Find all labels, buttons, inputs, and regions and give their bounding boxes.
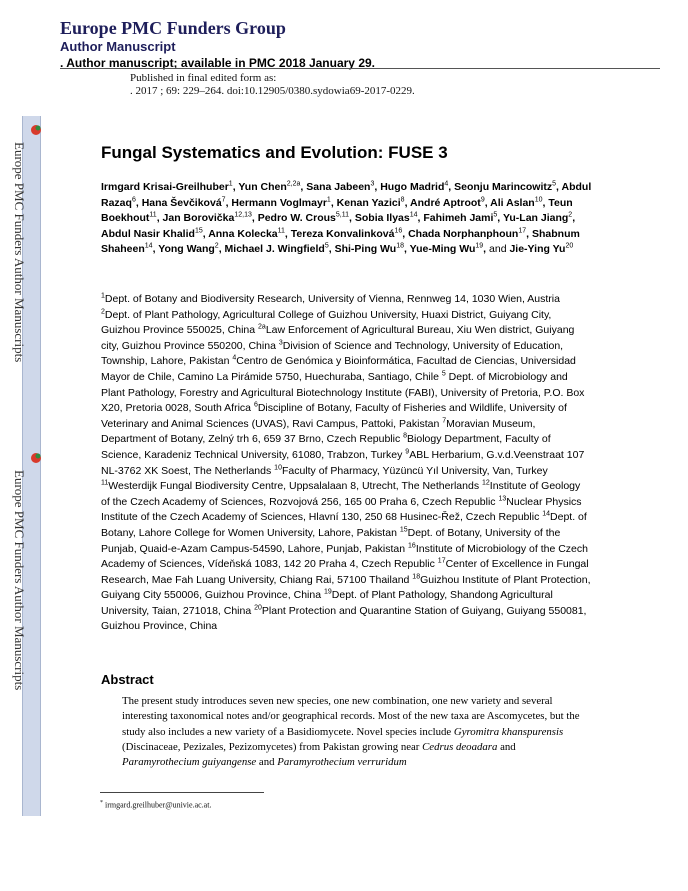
author-affiliation-sup: 8 [400, 196, 405, 204]
author-affiliation-sup: 18 [396, 242, 404, 250]
affiliation-text: Dept. of Microbiology and Plant Pathology, Forestry and Agricultural Biotechnology Institute (FABI), University of Pretoria, P.O. Box X20, Pretoria 0028, South Africa [101, 370, 585, 415]
author-affiliation-sup: 14 [409, 211, 418, 219]
affiliation-sup: 10 [274, 464, 282, 472]
affiliation-sup: 17 [437, 557, 446, 565]
author-affiliation-sup: 4 [444, 180, 449, 188]
affiliation-text: Dept. of Botany, University of the Punjab, Quaid-e-Azam Campus-54590, Lahore, Punjab, Pakistan [101, 526, 561, 555]
author-name: Hana Ševčiková$^7$ [141, 196, 226, 209]
abstract-heading: Abstract [101, 672, 154, 687]
header-divider [60, 68, 660, 69]
author-affiliation-sup: 15 [194, 227, 203, 235]
author-affiliation-sup: 14 [144, 242, 153, 250]
author-name: Michael J. Wingfield$^5$ [224, 242, 329, 256]
author-name: André Aptroot$^9$ [410, 196, 485, 209]
taxon-name: Paramyrothecium verruridum [277, 756, 407, 769]
author-name: Yun Chen$^{2,2a}$ [238, 180, 301, 193]
author-affiliation-sup: 6 [131, 196, 136, 204]
affiliation-sup: 3 [278, 339, 283, 347]
affiliation-text: ABL Herbarium, G.v.d.Veenstraat 107 NL-3762 XK Soest, The Netherlands [101, 448, 585, 477]
taxon-name: Gyromitra khanspurensis [453, 725, 564, 738]
author-affiliation-sup: 7 [221, 196, 226, 204]
affiliation-text: Discipline of Botany, Faculty of Fisheries and Wildlife, University of Veterinary and Animal Sciences (UVAS), Ravi Campus, Pattoki, Pakistan [101, 402, 567, 430]
abstract-segment: and [497, 740, 516, 753]
funders-group-title: Europe PMC Funders Group [60, 18, 286, 38]
author-name: Hermann Voglmayr$^1$ [231, 196, 331, 209]
author-affiliation-sup: 5 [552, 180, 557, 188]
affiliation-text: Institute of Microbiology of the Czech Academy of Sciences, Vídeňská 1083, 142 20 Praha 4, Czech Republic [101, 542, 588, 571]
author-name: Fahimeh Jami$^5$ [423, 211, 498, 225]
abstract-segment: The present study introduces seven new species, one new combination, one new variety and several interesting taxonomical notes and/or geographical records. Most of the new taxa are Ascomycetes, but the study also includes a new variety of a Basidiomycete. Novel species include [122, 695, 580, 738]
author-name: Yu-Lan Jiang$^2$ [502, 211, 573, 225]
affiliation-sup: 5 [441, 370, 446, 378]
author-affiliation-sup: 3 [370, 180, 375, 188]
publication-info [130, 72, 415, 98]
affiliation-sup: 8 [403, 432, 408, 440]
author-name: Ali Aslan$^{10}$ [490, 196, 543, 209]
affiliation-text: Centro de Genómica y Bioinformática, Facultad de Ciencias, Universidad Mayor de Chile, Camino La Pirámide 5750, Huechuraba, Santiago, Chile [101, 355, 576, 383]
abstract-segment: and [256, 756, 278, 769]
affiliation-sup: 11 [101, 479, 109, 487]
affiliation-sup: 13 [498, 495, 507, 503]
author-affiliation-sup: 19 [475, 242, 484, 250]
affiliation-sup: 15 [399, 526, 408, 534]
author-affiliation-sup: 12,13 [234, 211, 252, 219]
corresponding-email-link[interactable]: irmgard.greilhuber@univie.ac.at. [105, 800, 212, 810]
affiliation-text: Nuclear Physics Institute of the Czech Academy of Sciences, Hlavní 130, 250 68 Husinec-Řež, Czech Republic [101, 495, 582, 524]
affiliation-text: Law Enforcement of Agricultural Bureau, Xiu Wen district, Guiyang city, Guizhou Province 550200, China [101, 324, 575, 352]
affiliation-text: Center of Excellence in Fungal Research, Mae Fah Luang University, Chiang Rai, 57100 Thailand [101, 558, 589, 586]
author-name: Shabnum Shaheen$^{14}$ [101, 227, 580, 256]
author-name: Hugo Madrid$^4$ [380, 180, 449, 193]
affiliations [101, 292, 591, 635]
affiliation-text: Faculty of Pharmacy, Yüzüncü Yıl University, Van, Turkey [281, 464, 548, 477]
footnote [100, 800, 211, 810]
author-name: Irmgard Krisai-Greilhuber$^1$ [101, 180, 233, 193]
article-title: Fungal Systematics and Evolution: FUSE 3 [101, 143, 448, 162]
affiliation-sup: 2 [101, 308, 105, 316]
author-affiliation-sup: 9 [480, 196, 485, 204]
author-affiliation-sup: 5,11 [335, 211, 350, 219]
author-name: Jie-Ying Yu$^{20}$ [509, 242, 574, 256]
author-affiliation-sup: 11 [277, 227, 285, 235]
author-name: Shi-Ping Wu$^{18}$ [334, 242, 404, 256]
author-affiliation-sup: 16 [394, 227, 403, 235]
affiliation-sup: 16 [408, 542, 416, 549]
affiliation-sup: 14 [542, 510, 551, 518]
affiliation-text: Dept. of Plant Pathology, Shandong Agricultural University, Taian, 271018, China [101, 589, 553, 617]
manuscript-header [60, 18, 658, 71]
author-name: Seonju Marincowitz$^5$ [454, 180, 557, 193]
author-name: Teun Boekhout$^{11}$ [101, 196, 573, 225]
sidebar-text: Europe PMC Funders Author Manuscripts [12, 470, 27, 691]
author-affiliation-sup: 11 [149, 211, 157, 219]
author-affiliation-sup: 1 [228, 180, 233, 188]
author-affiliation-sup: 17 [518, 227, 527, 235]
affiliation-text: Moravian Museum, Department of Botany, Zelný trh 6, 659 37 Brno, Czech Republic [101, 417, 536, 446]
author-name: Sobia Ilyas$^{14}$ [354, 211, 418, 225]
taxon-name: Paramyrothecium guiyangense [122, 756, 257, 769]
affiliation-sup: 1 [101, 292, 105, 300]
author-affiliation-sup: 20 [565, 242, 574, 250]
abstract-text [122, 694, 582, 770]
taxon-name: Cedrus deoadara [422, 740, 498, 753]
author-name: Yong Wang$^2$ [158, 242, 219, 256]
affiliation-sup: 7 [442, 417, 447, 425]
affiliation-text: Biology Department, Faculty of Science, Karadeniz Technical University, 61080, Trabzon, Turkey [101, 433, 551, 461]
author-affiliation-sup: 2 [568, 211, 573, 219]
affiliation-text: Westerdijk Fungal Biodiversity Centre, Uppsalalaan 8, Utrecht, The Netherlands [108, 480, 482, 493]
author-affiliation-sup: 1 [326, 196, 331, 204]
author-affiliation-sup: 10 [534, 196, 543, 204]
footnote-divider [100, 792, 264, 793]
availability-line: . Author manuscript; available in PMC 2018 January 29. [60, 56, 375, 70]
author-name: Yue-Ming Wu$^{19}$ [409, 242, 484, 256]
author-list: Irmgard Krisai-Greilhuber$^1$, Yun Chen$^{2,2a}$, Sana Jabeen$^3$, Hugo Madrid$^4$, Seonju Marincowitz$^5$, Abdul Razaq$^6$, Hana Ševčiková$^7$, Hermann Voglmayr$^1$, Kenan Yazici$^8$, André Aptroot$^9$, Ali Aslan$^{10}$, Teun Boekhout$^{11}$, Jan Borovička$^{12,13}$, Pedro W. Crous$^{5,11}$, Sobia Ilyas$^{14}$, Fahimeh Jami$^5$, Yu-Lan Jiang$^2$, Abdul Nasir Khalid$^{15}$, Anna Kolecka$^{11}$, Tereza Konvalinková$^{16}$, Chada Norphanphoun$^{17}$, Shabnum Shaheen$^{14}$, Yong Wang$^2$, Michael J. Wingfield$^5$, Shi-Ping Wu$^{18}$, Yue-Ming Wu$^{19}$, and Jie-Ying Yu$^{20}$ [101, 180, 592, 256]
author-name: Kenan Yazici$^8$ [336, 196, 405, 209]
citation-line: . 2017 ; 69: 229–264. doi:10.12905/0380.sydowia69-2017-0229. [130, 85, 415, 97]
funders-sidebar [12, 116, 41, 816]
author-affiliation-sup: 2 [214, 242, 219, 250]
affiliation-text: Dept. of Botany and Biodiversity Research, University of Vienna, Rennweg 14, 1030 Wien, Austria [104, 293, 560, 305]
published-line: Published in final edited form as: [130, 72, 277, 84]
affiliation-sup: 6 [253, 401, 258, 409]
footnote-marker: * [100, 800, 103, 806]
affiliation-sup: 9 [405, 448, 410, 456]
affiliation-sup: 12 [482, 479, 490, 487]
sidebar-text: Europe PMC Funders Author Manuscripts [12, 142, 27, 363]
author-affiliation-sup: 5 [324, 242, 329, 250]
affiliation-text: Institute of Geology of the Czech Academy of Sciences, Rozvojová 256, 165 00 Praha 6, Czech Republic [101, 480, 581, 508]
affiliation-text: Dept. of Botany, Lahore College for Women University, Lahore, Pakistan [101, 511, 587, 539]
author-affiliation-sup: 5 [493, 211, 498, 219]
author-affiliation-sup: 2,2a [286, 180, 301, 188]
affiliation-text: Guizhou Institute of Plant Protection, Guiyang City 550006, Guizhou Province, China [101, 573, 591, 602]
author-name: Anna Kolecka$^{11}$ [208, 227, 285, 240]
author-manuscript-label: Author Manuscript [60, 39, 176, 54]
affiliation-sup: 2a [258, 323, 266, 331]
europe-pmc-logo-icon [30, 452, 42, 464]
author-name: Pedro W. Crous$^{5,11}$ [257, 211, 350, 225]
affiliation-text: Plant Protection and Quarantine Station of Guiyang, Guiyang 550081, Guizhou Province, China [101, 604, 587, 633]
affiliation-sup: 4 [232, 354, 237, 362]
author-name: Sana Jabeen$^3$ [306, 180, 375, 193]
author-name: Tereza Konvalinková$^{16}$ [290, 227, 403, 240]
author-name: Jan Borovička$^{12,13}$ [162, 211, 252, 225]
author-name: Abdul Razaq$^6$ [101, 181, 592, 209]
europe-pmc-logo-icon [30, 124, 42, 136]
affiliation-text: Division of Science and Technology, University of Education, Township, Lahore, Pakistan [101, 339, 564, 368]
affiliation-text: Dept. of Plant Pathology, Agricultural College of Guizhou University, Huaxi District, Guiyang City, Guizhou Province 550025, China [101, 308, 552, 337]
affiliation-sup: 20 [254, 604, 262, 612]
authors-and: and [489, 243, 510, 256]
affiliation-sup: 19 [323, 588, 332, 596]
abstract-segment: (Discinaceae, Pezizales, Pezizomycetes) from Pakistan growing near [122, 740, 423, 753]
author-name: Chada Norphanphoun$^{17}$ [408, 227, 527, 240]
author-name: Abdul Nasir Khalid$^{15}$ [101, 227, 203, 240]
affiliation-sup: 18 [412, 573, 421, 581]
